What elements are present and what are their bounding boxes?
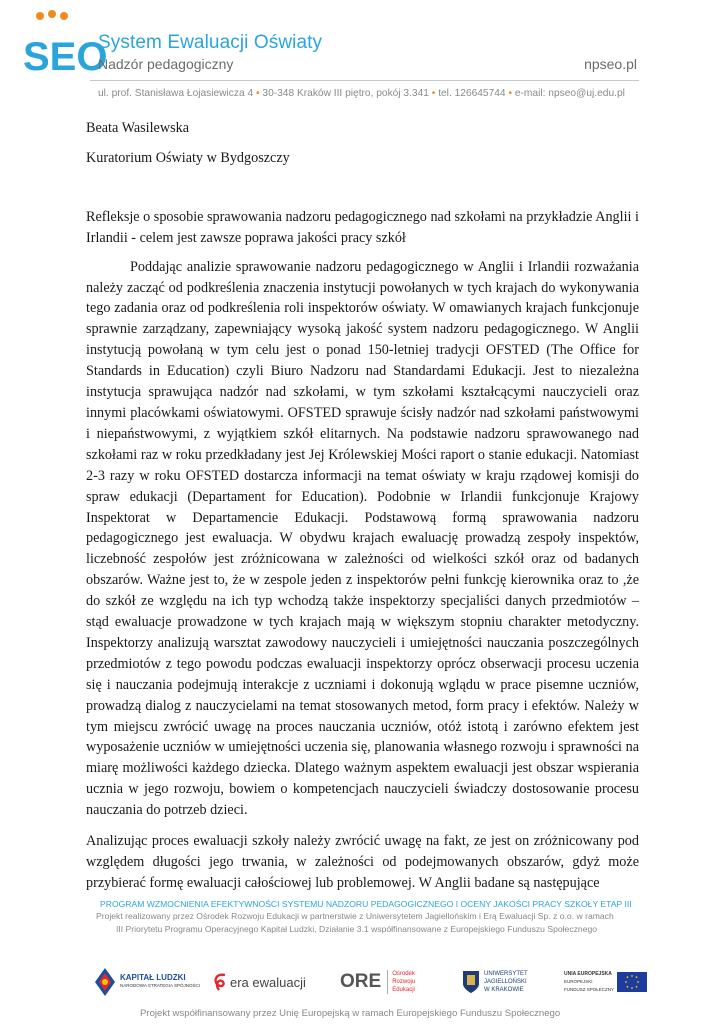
ore-logo (340, 961, 415, 1003)
document-title: Refleksje o sposobie sprawowania nadzoru pedagogicznego nad szkołami na przykładzie Anglii i Irlandii - celem jest zawsze poprawa jakości pracy szkół (86, 208, 639, 246)
eu-logo (564, 961, 647, 1003)
address-line (98, 88, 625, 99)
kl-subtitle: NARODOWA STRATEGIA SPÓJNOŚCI (120, 983, 201, 988)
kapital-ludzki-icon (94, 967, 116, 997)
kl-title: KAPITAŁ LUDZKI (120, 973, 186, 982)
project-line-2: III Priorytetu Programu Operacyjnego Kapitał Ludzki, Działanie 3.1 współfinansowane z Europejskiego Funduszu Społecznego (116, 924, 598, 934)
eu-text-3: FUNDUSZ SPOŁECZNY (564, 987, 615, 992)
ore-text: ORE (340, 971, 382, 992)
bullet-icon: • (508, 88, 513, 99)
uj-text-1: UNIWERSYTET (484, 971, 528, 977)
org-subtitle: Nadzór pedagogiczny (98, 56, 234, 72)
uj-logo (462, 961, 528, 1003)
logo-text: SEO (23, 35, 108, 79)
header-divider (90, 80, 639, 81)
org-name: System Ewaluacji Oświaty (98, 32, 323, 53)
ore-sub-1: Ośrodek (392, 971, 415, 977)
author-institution: Kuratorium Oświaty w Bydgoszczy (86, 149, 290, 166)
website-link[interactable]: npseo.pl (584, 56, 637, 72)
address-city: 30-348 Kraków III piętro, pokój 3.341 (262, 88, 429, 99)
partner-logos (88, 961, 648, 1003)
kapital-ludzki-logo (94, 961, 200, 1003)
address-tel: tel. 126645744 (438, 88, 506, 99)
address-street: ul. prof. Stanisława Łojasiewicza 4 (98, 88, 254, 99)
address-email[interactable]: e-mail: npseo@uj.edu.pl (514, 88, 625, 99)
footer (0, 895, 725, 1024)
ore-sub-2: Rozwoju (392, 979, 416, 985)
ore-sub-3: Edukacji (392, 987, 415, 993)
seo-logo (22, 10, 108, 79)
uj-text-3: W KRAKOWIE (484, 987, 524, 993)
author-name: Beata Wasilewska (86, 120, 189, 136)
cofinancing-note: Projekt współfinansowany przez Unię Europejską w ramach Europejskiego Funduszu Społecznego (140, 1008, 561, 1019)
era-swirl-icon (212, 971, 228, 993)
era-ewaluacji-logo (212, 961, 306, 1003)
eu-text-1: UNIA EUROPEJSKA (564, 971, 612, 977)
bullet-icon: • (256, 88, 260, 99)
paragraph-2: Analizując proces ewaluacji szkoły należy zwrócić uwagę na fakt, ze jest on zróżnicowany pod względem długości jego trwania, w zależności od podejmowanych obszarów, gdyż może przybierać formę ewaluacji całościowej lub problemowej. W Anglii badane są następujące (86, 833, 639, 891)
bullet-icon: • (431, 88, 436, 99)
eu-flag-icon (617, 972, 647, 992)
uj-crest-icon (462, 970, 480, 994)
letterhead (0, 0, 725, 105)
uj-text-2: JAGIELLOŃSKI (484, 979, 527, 985)
program-title: PROGRAM WZMOCNIENIA EFEKTYWNOŚCI SYSTEMU NADZORU PEDAGOGICZNEGO I OCENY JAKOŚCI PRACY SZKOŁY ETAP III (100, 899, 632, 909)
project-line-1: Projekt realizowany przez Ośrodek Rozwoju Edukacji w partnerstwie z Uniwersytetem Jagiellońskim i Erą Ewaluacji Sp. z o.o. w ramach (96, 911, 614, 921)
era-text: era ewaluacji (230, 974, 306, 990)
eu-text-2: EUROPEJSKI (564, 979, 593, 984)
document-body (86, 118, 639, 894)
paragraph-1: Poddając analizie sprawowanie nadzoru pedagogicznego w Anglii i Irlandii rozważania należy zacząć od podkreślenia znaczenia instytucji powołanych w tych krajach do wykonywania tego zadania oraz od podkreślenia roli inspektorów oświaty. W omawianych krajach funkcjonuje sprawnie zarządzany, zapewniający wysoką jakość system nadzoru pedagogicznego. W Anglii instytucją powołaną w tym celu jest o ponad 150-letniej tradycji OFSTED (The Office for Standards in Education) czyli Biuro Nadzoru nad Standardami Edukacji. Jest to niezależna instytucja sprawująca nadzór nad szkołami, w tym szkołami kształcącymi nauczycieli oraz innymi placówkami oświatowymi. OFSTED sprawuje ścisły nadzór nad szkołami państwowymi i niepaństwowymi, z wyjątkiem szkół elitarnych. Na podstawie nadzoru sprawowanego nad szkołami raz w roku przedkładany jest Jej Królewskiej Mości raport o stanie edukacji. Natomiast 2-3 razy w roku OFSTED dostarcza informacji na temat oświaty w kraju rządowej komisji do spraw edukacji (Departament for Education). Podobnie w Irlandii funkcjonuje Krajowy Inspektorat w Departamencie Edukacji. Podstawową formą sprawowania nadzoru pedagogicznego jest ewaluacja. W obydwu krajach ewaluację prowadzą zespoły inspektów, liczebność zespołów jest zróżnicowana w zależności od wielkości szkół oraz od badanych obszarów. Ważne jest to, że w zespole jeden z inspektorów pełni funkcję kierownika oraz to ,że do szkół ze względu na ich typ wchodzą także inspektorzy specjaliści danych przedmiotów – stąd ewaluacje prowadzone w tych krajach mają w większym stopniu charakter metodyczny. Inspektorzy analizują warsztat zawodowy nauczycieli i umiejętności nauczania poszczególnych przedmiotów z tego powodu podczas ewaluacji inspektorzy oprócz obserwacji procesu uczenia się i nauczania podejmują interakcje z uczniami i dokonują wglądu w prace pisemne uczniów, prowadzą dialog z nauczycielami na temat stosowanych metod, form pracy i efektów. Należy w tym miejscu zwrócić uwagę na proces nauczania uczniów, otóż istotą i zarówno efektem jest wyposażenie uczniów w umiejętności uczenia się, planowania własnego rozwoju i sprawności na miarę możliwości każdego dziecka. Dlatego ważnym aspektem ewaluacji jest obszar wspierania ucznia w jego rozwoju, bowiem o kompetencjach nauczycieli świadczy dostosowanie procesu nauczania do potrzeb dzieci. (86, 258, 639, 819)
